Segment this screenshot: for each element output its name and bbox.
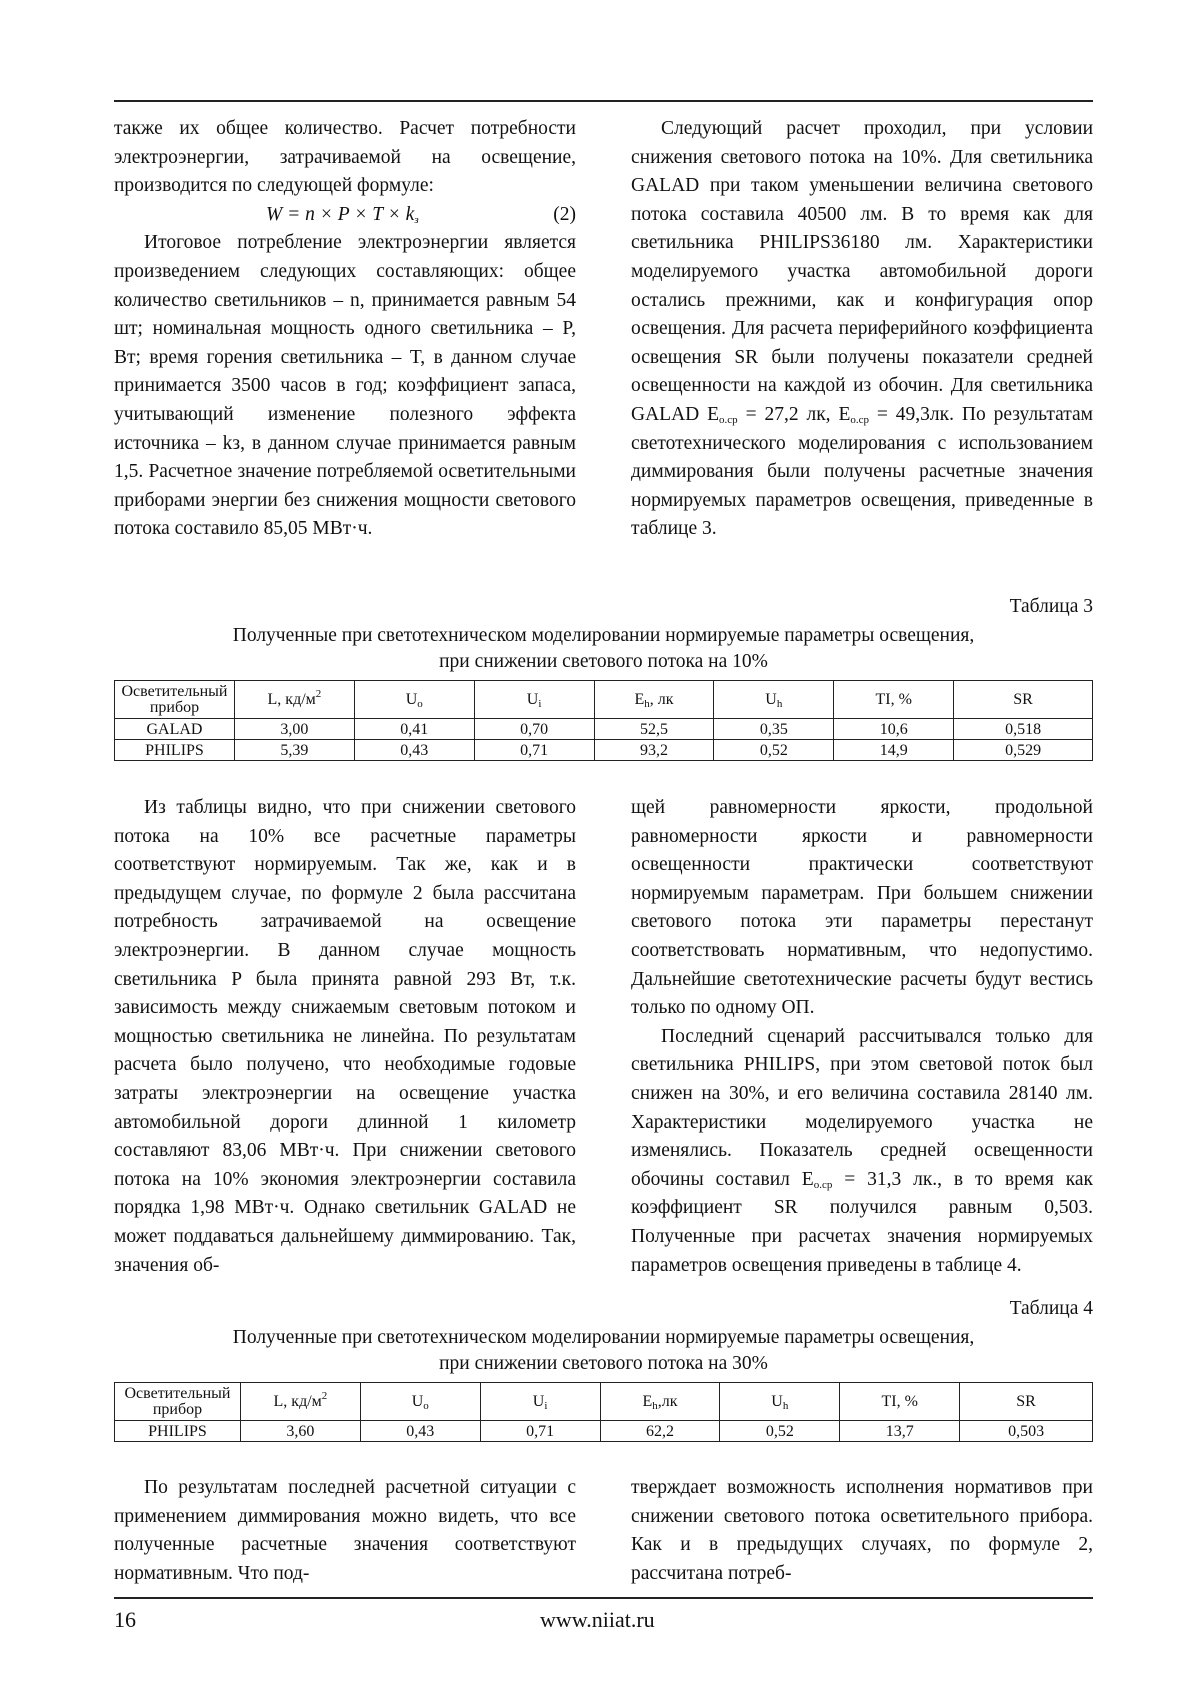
- table-cell: PHILIPS: [115, 740, 235, 761]
- table3-label: Таблица 3: [1009, 596, 1093, 617]
- bottom-rule: [114, 1597, 1093, 1599]
- table-row: [115, 740, 1093, 761]
- col2-top: [631, 115, 1093, 544]
- header-cell: $U_h$: [714, 681, 834, 719]
- header-cell: TI, %: [840, 1383, 960, 1421]
- table4-label: Таблица 4: [1009, 1298, 1093, 1319]
- table3: [114, 680, 1093, 761]
- table-cell: 0,529: [954, 740, 1093, 761]
- header-cell: SR: [960, 1383, 1093, 1421]
- table-cell: 0,35: [714, 719, 834, 740]
- table-header-row: [115, 1383, 1093, 1421]
- header-cell: $E_h,лк$: [600, 1383, 720, 1421]
- header-cell: TI, %: [834, 681, 954, 719]
- table-cell: 0,41: [354, 719, 474, 740]
- table-cell: 14,9: [834, 740, 954, 761]
- table-cell: 3,60: [240, 1421, 360, 1442]
- formula-expression: $W = n \times P \times T \times k_з$: [266, 203, 419, 226]
- paragraph: также их общее количество. Расчет потребности электроэнергии, затрачиваемой на освещение, производится по следующей формуле:: [114, 118, 576, 197]
- table-header-row: [115, 681, 1093, 719]
- header-cell: Осветительный прибор: [115, 1383, 241, 1421]
- col1-top: [114, 115, 576, 544]
- col1-bottom: [114, 1474, 576, 1588]
- col2-bottom: [631, 1474, 1093, 1588]
- paragraph: Итоговое потребление электроэнергии является произведением следующих составляющих: общее количество светильников – n, принимается равным 54 шт; номинальная мощность одного светильника – P, Вт; время горения светильника – T, в данном случае принимается 3500 часов в год; коэффициент запаса, учитывающий изменение полезного эффекта источника – kз, в данном случае принимается равным 1,5. Расчетное значение потребляемой осветительными приборами энергии без снижения мощности светового потока составило 85,05 МВт·ч.: [114, 232, 576, 540]
- header-cell: $E_h$, лк: [594, 681, 714, 719]
- table-cell: 3,00: [234, 719, 354, 740]
- paragraph: тверждает возможность исполнения нормативов при снижении светового потока осветительного прибора. Как и в предыдущих случаях, по формуле 2, рассчитана потреб-: [631, 1477, 1093, 1584]
- table4: [114, 1382, 1093, 1442]
- header-cell: $U_o$: [354, 681, 474, 719]
- header-cell: SR: [954, 681, 1093, 719]
- formula-2: [114, 201, 576, 230]
- header-cell: Осветительный прибор: [115, 681, 235, 719]
- paragraph: По результатам последней расчетной ситуации с применением диммирования можно видеть, что все полученные расчетные значения соответствуют нормативным. Что под-: [114, 1477, 576, 1584]
- header-cell: L, $кд/м^2$: [240, 1383, 360, 1421]
- table-cell: 0,70: [474, 719, 594, 740]
- header-cell: $U_h$: [720, 1383, 840, 1421]
- page-number: 16: [114, 1607, 136, 1632]
- paragraph: Следующий расчет проходил, при условии снижения светового потока на 10%. Для светильника GALAD при таком уменьшении величина светового потока составила 40500 лм. В то время как для светильника PHILIPS36180 лм. Характеристики моделируемого участка автомобильной дороги остались прежними, как и конфигурация опор освещения. Для расчета периферийного коэффициента освещения SR были получены показатели средней освещенности на каждой из обочин. Для светильника GALAD $E_{о.ср} = 27,2$ лк, $E_{о.ср} = 49,3лк$. По результатам светотехнического моделирования с использованием диммирования были получены расчетные значения нормируемых параметров освещения, приведенные в таблице 3.: [631, 118, 1093, 540]
- table-cell: 10,6: [834, 719, 954, 740]
- table-row: [115, 1421, 1093, 1442]
- paragraph: Последний сценарий рассчитывался только для светильника PHILIPS, при этом световой поток был снижен на 30%, и его величина составила 28140 лм. Характеристики моделируемого участка не изменялись. Показатель средней освещенности обочины составил $E_{о.ср} = 31,3$ лк., в то время как коэффициент SR получился равным 0,503. Полученные при расчетах значения нормируемых параметров освещения приведены в таблице 4.: [631, 1025, 1093, 1276]
- table-cell: 0,52: [720, 1421, 840, 1442]
- table-cell: 0,52: [714, 740, 834, 761]
- table-cell: 52,5: [594, 719, 714, 740]
- table-cell: 93,2: [594, 740, 714, 761]
- paragraph: Из таблицы видно, что при снижении светового потока на 10% все расчетные параметры соответствуют нормируемым. Так же, как и в предыдущем случае, по формуле 2 была рассчитана потребность затрачиваемой на освещение электроэнергии. В данном случае мощность светильника P была принята равной 293 Вт, т.к. зависимость между снижаемым световым потоком и мощностью светильника не линейна. По результатам расчета было получено, что необходимые годовые затраты электроэнергии на освещение участка автомобильной дороги длинной 1 километр составляют 83,06 МВт·ч. При снижении светового потока на 10% экономия электроэнергии составила порядка 1,98 МВт·ч. Однако светильник GALAD не может поддаваться дальнейшему диммированию. Так, значения об-: [114, 797, 576, 1276]
- table4-caption: Полученные при светотехническом моделировании нормируемые параметры освещения, при снижении светового потока на 30%: [232, 1327, 975, 1374]
- header-cell: L, $кд/м^2$: [234, 681, 354, 719]
- table-cell: 0,43: [360, 1421, 480, 1442]
- table-cell: 0,71: [474, 740, 594, 761]
- table-cell: GALAD: [115, 719, 235, 740]
- site-url: www.niiat.ru: [540, 1607, 655, 1632]
- col2-mid: [631, 794, 1093, 1280]
- table3-caption: Полученные при светотехническом моделировании нормируемые параметры освещения, при снижении светового потока на 10%: [232, 625, 975, 672]
- table-cell: 0,518: [954, 719, 1093, 740]
- table-cell: 0,43: [354, 740, 474, 761]
- paragraph: щей равномерности яркости, продольной равномерности яркости и равномерности освещенности практически соответствуют нормируемым параметрам. При большем снижении светового потока эти параметры перестанут соответствовать нормативным, что недопустимо. Дальнейшие светотехнические расчеты будут вестись только по одному ОП.: [631, 797, 1093, 1019]
- table-cell: 13,7: [840, 1421, 960, 1442]
- col1-mid: [114, 794, 576, 1280]
- table-cell: 5,39: [234, 740, 354, 761]
- table-cell: 0,71: [480, 1421, 600, 1442]
- table-cell: PHILIPS: [115, 1421, 241, 1442]
- header-cell: $U_o$: [360, 1383, 480, 1421]
- table-cell: 62,2: [600, 1421, 720, 1442]
- header-cell: $U_i$: [474, 681, 594, 719]
- table-row: [115, 719, 1093, 740]
- table-cell: 0,503: [960, 1421, 1093, 1442]
- header-cell: $U_i$: [480, 1383, 600, 1421]
- formula-number: (2): [553, 203, 576, 225]
- top-rule: [114, 100, 1093, 102]
